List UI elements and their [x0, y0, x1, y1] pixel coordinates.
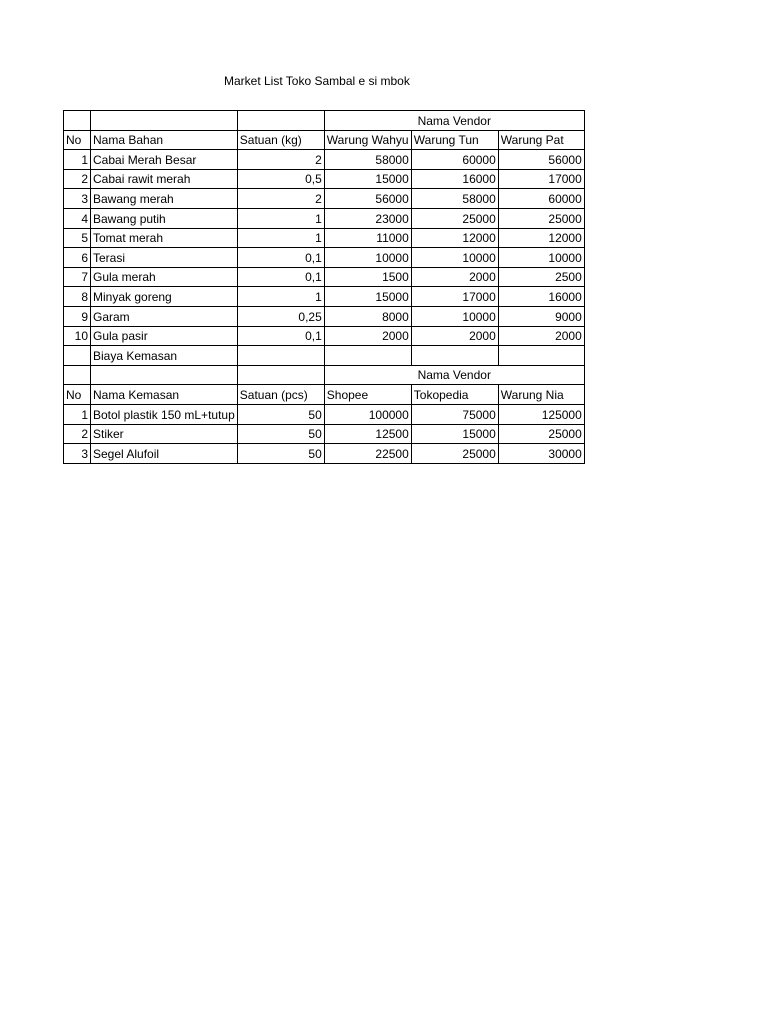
header-vendor-3: Warung Nia — [498, 385, 584, 405]
packaging-header-row — [64, 385, 585, 405]
row-price-vendor-3: 12000 — [498, 228, 584, 248]
vendor-group-label: Nama Vendor — [324, 111, 584, 131]
row-no: 1 — [64, 150, 91, 170]
row-name: Botol plastik 150 mL+tutup — [91, 404, 238, 424]
row-name: Bawang merah — [91, 189, 238, 209]
row-price-vendor-1: 15000 — [324, 169, 411, 189]
row-no: 6 — [64, 248, 91, 268]
row-name: Gula pasir — [91, 326, 238, 346]
row-price-vendor-1: 58000 — [324, 150, 411, 170]
row-price-vendor-2: 75000 — [411, 404, 498, 424]
row-no: 8 — [64, 287, 91, 307]
row-price-vendor-3: 17000 — [498, 169, 584, 189]
table-row — [64, 404, 585, 424]
row-price-vendor-2: 58000 — [411, 189, 498, 209]
row-price-vendor-3: 60000 — [498, 189, 584, 209]
header-vendor-2: Warung Tun — [411, 130, 498, 150]
row-unit: 0,5 — [237, 169, 324, 189]
row-no: 3 — [64, 444, 91, 464]
header-vendor-1: Shopee — [324, 385, 411, 405]
row-price-vendor-1: 15000 — [324, 287, 411, 307]
row-price-vendor-3: 16000 — [498, 287, 584, 307]
row-price-vendor-2: 10000 — [411, 306, 498, 326]
row-price-vendor-1: 23000 — [324, 208, 411, 228]
blank-cell — [64, 365, 91, 385]
row-price-vendor-2: 25000 — [411, 444, 498, 464]
blank-cell — [64, 111, 91, 131]
vendor-group-label: Nama Vendor — [324, 365, 584, 385]
blank-cell — [498, 346, 584, 366]
row-name: Tomat merah — [91, 228, 238, 248]
row-name: Gula merah — [91, 267, 238, 287]
row-no: 2 — [64, 424, 91, 444]
table-row — [64, 326, 585, 346]
row-no: 7 — [64, 267, 91, 287]
table-row — [64, 150, 585, 170]
row-price-vendor-2: 16000 — [411, 169, 498, 189]
row-name: Garam — [91, 306, 238, 326]
row-price-vendor-3: 30000 — [498, 444, 584, 464]
header-vendor-2: Tokopedia — [411, 385, 498, 405]
row-unit: 0,1 — [237, 267, 324, 287]
row-no: 10 — [64, 326, 91, 346]
sheet-title: Market List Toko Sambal e si mbok — [224, 74, 410, 88]
row-no: 4 — [64, 208, 91, 228]
row-price-vendor-2: 60000 — [411, 150, 498, 170]
row-price-vendor-1: 100000 — [324, 404, 411, 424]
packaging-vendor-group-row — [64, 365, 585, 385]
blank-cell — [324, 346, 411, 366]
table-row — [64, 444, 585, 464]
table-row — [64, 267, 585, 287]
market-list-table — [63, 110, 585, 464]
row-name: Segel Alufoil — [91, 444, 238, 464]
row-name: Stiker — [91, 424, 238, 444]
row-price-vendor-3: 10000 — [498, 248, 584, 268]
header-no: No — [64, 130, 91, 150]
row-unit: 2 — [237, 189, 324, 209]
header-no: No — [64, 385, 91, 405]
row-price-vendor-1: 56000 — [324, 189, 411, 209]
blank-cell — [237, 365, 324, 385]
row-price-vendor-1: 8000 — [324, 306, 411, 326]
row-unit: 0,25 — [237, 306, 324, 326]
row-price-vendor-3: 2500 — [498, 267, 584, 287]
row-price-vendor-3: 25000 — [498, 208, 584, 228]
row-no: 9 — [64, 306, 91, 326]
row-name: Bawang putih — [91, 208, 238, 228]
row-unit: 1 — [237, 228, 324, 248]
row-price-vendor-2: 25000 — [411, 208, 498, 228]
row-no: 3 — [64, 189, 91, 209]
row-no: 2 — [64, 169, 91, 189]
row-price-vendor-2: 12000 — [411, 228, 498, 248]
header-satuan: Satuan (pcs) — [237, 385, 324, 405]
header-vendor-3: Warung Pat — [498, 130, 584, 150]
row-price-vendor-3: 9000 — [498, 306, 584, 326]
table-row — [64, 306, 585, 326]
row-unit: 0,1 — [237, 248, 324, 268]
header-vendor-1: Warung Wahyu — [324, 130, 411, 150]
row-unit: 50 — [237, 424, 324, 444]
row-price-vendor-2: 15000 — [411, 424, 498, 444]
row-price-vendor-1: 11000 — [324, 228, 411, 248]
table-row — [64, 189, 585, 209]
row-price-vendor-1: 1500 — [324, 267, 411, 287]
row-name: Cabai Merah Besar — [91, 150, 238, 170]
header-nama-kemasan: Nama Kemasan — [91, 385, 238, 405]
header-nama-bahan: Nama Bahan — [91, 130, 238, 150]
row-name: Minyak goreng — [91, 287, 238, 307]
blank-cell — [91, 111, 238, 131]
header-satuan: Satuan (kg) — [237, 130, 324, 150]
row-unit: 0,1 — [237, 326, 324, 346]
row-no: 1 — [64, 404, 91, 424]
table-row — [64, 169, 585, 189]
row-price-vendor-2: 10000 — [411, 248, 498, 268]
blank-cell — [237, 111, 324, 131]
packaging-section-label: Biaya Kemasan — [91, 346, 238, 366]
row-price-vendor-1: 22500 — [324, 444, 411, 464]
row-name: Terasi — [91, 248, 238, 268]
row-price-vendor-1: 12500 — [324, 424, 411, 444]
row-price-vendor-3: 2000 — [498, 326, 584, 346]
blank-cell — [91, 365, 238, 385]
row-unit: 50 — [237, 404, 324, 424]
row-price-vendor-3: 125000 — [498, 404, 584, 424]
ingredients-header-row — [64, 130, 585, 150]
row-unit: 50 — [237, 444, 324, 464]
row-price-vendor-1: 10000 — [324, 248, 411, 268]
row-price-vendor-2: 2000 — [411, 326, 498, 346]
table-row — [64, 228, 585, 248]
row-price-vendor-1: 2000 — [324, 326, 411, 346]
blank-cell — [411, 346, 498, 366]
table-row — [64, 287, 585, 307]
row-unit: 2 — [237, 150, 324, 170]
row-price-vendor-3: 25000 — [498, 424, 584, 444]
row-no: 5 — [64, 228, 91, 248]
row-price-vendor-3: 56000 — [498, 150, 584, 170]
table-row — [64, 248, 585, 268]
ingredients-vendor-group-row — [64, 111, 585, 131]
blank-cell — [237, 346, 324, 366]
table-row — [64, 424, 585, 444]
row-price-vendor-2: 2000 — [411, 267, 498, 287]
blank-cell — [64, 346, 91, 366]
row-unit: 1 — [237, 208, 324, 228]
packaging-section-row — [64, 346, 585, 366]
row-unit: 1 — [237, 287, 324, 307]
row-name: Cabai rawit merah — [91, 169, 238, 189]
row-price-vendor-2: 17000 — [411, 287, 498, 307]
table-row — [64, 208, 585, 228]
